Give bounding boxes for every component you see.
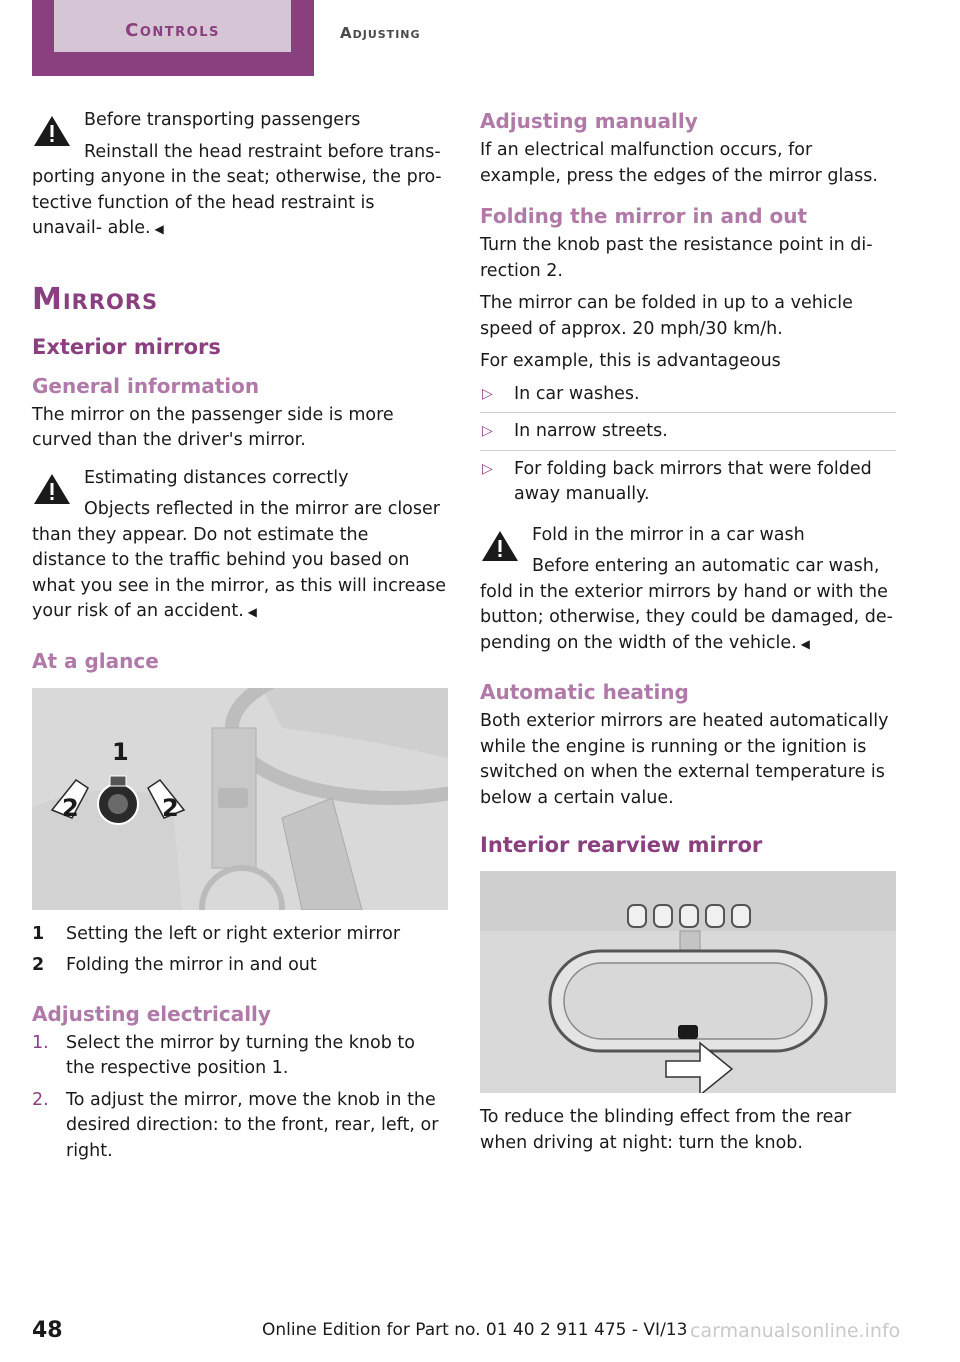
right-column bbox=[480, 108, 896, 1163]
heading-adjusting-manually: Adjusting manually bbox=[480, 109, 698, 133]
figure-mirror-control-knob bbox=[32, 688, 448, 910]
warning-body-first: Objects reflected in the mirror are closer bbox=[84, 499, 440, 519]
adjusting-manually-text: If an electrical malfunction occurs, for example, press the edges of the mirror glass. bbox=[480, 140, 878, 186]
figure-label-2-left: 2 bbox=[62, 793, 79, 822]
warning-title: Fold in the mirror in a car wash bbox=[532, 524, 805, 545]
end-triangle-icon: ◀ bbox=[796, 636, 810, 651]
heading-general-information: General information bbox=[32, 373, 260, 398]
warning-passengers bbox=[32, 108, 448, 243]
glance-legend-list bbox=[32, 922, 448, 979]
end-triangle-icon: ◀ bbox=[150, 222, 164, 236]
heading-automatic-heating: Automatic heating bbox=[480, 680, 689, 704]
heading-adjusting-electrically: Adjusting electrically bbox=[32, 1001, 271, 1026]
figure-interior-mirror bbox=[480, 871, 896, 1093]
electrical-steps-list bbox=[32, 1031, 448, 1165]
end-triangle-icon: ◀ bbox=[243, 605, 257, 619]
folding-text-1: Turn the knob past the resistance point in di‐ rection 2. bbox=[480, 235, 873, 281]
list-item: 1 Setting the left or right exterior mirror bbox=[32, 923, 401, 944]
heading-folding-mirror: Folding the mirror in and out bbox=[480, 204, 808, 228]
warning-triangle-icon bbox=[32, 114, 72, 148]
triangle-bullet-icon: ▷ bbox=[482, 460, 493, 477]
warning-triangle-icon bbox=[32, 472, 72, 506]
list-item: 2. To adjust the mirror, move the knob in the desired direction: to the front, rear, left, or right. bbox=[32, 1089, 439, 1161]
warning-body-first: Reinstall the head restraint before trans‐ bbox=[84, 141, 441, 162]
figure-label-2-right: 2 bbox=[162, 793, 179, 822]
interior-mirror-text: To reduce the blinding effect from the rear when driving at night: turn the knob. bbox=[480, 1107, 852, 1153]
warning-body: than they appear. Do not estimate the distance to the traffic behind you based on what you see in the mirror, as this will increase your risk of an accident. bbox=[32, 524, 447, 621]
watermark: carmanualsonline.info bbox=[690, 1320, 901, 1342]
dashboard-illustration bbox=[32, 688, 448, 910]
tab-controls[interactable]: Controls bbox=[54, 0, 291, 52]
section-title-mirrors: Mirrors bbox=[32, 281, 159, 317]
tab-adjusting[interactable]: Adjusting bbox=[340, 24, 421, 42]
list-item: 1. Select the mirror by turning the knob to the respective position 1. bbox=[32, 1032, 415, 1078]
folding-bullet-list bbox=[480, 382, 896, 513]
triangle-bullet-icon: ▷ bbox=[482, 385, 493, 402]
warning-triangle-icon bbox=[480, 529, 520, 563]
interior-mirror-illustration bbox=[480, 871, 896, 1093]
page-number: 48 bbox=[32, 1318, 63, 1343]
list-item: ▷ For folding back mirrors that were folded away manually. bbox=[482, 458, 872, 504]
subsection-title-interior-mirror: Interior rearview mirror bbox=[480, 833, 763, 857]
figure-label-1: 1 bbox=[112, 737, 129, 766]
general-information-text: The mirror on the passenger side is more curved than the driver's mirror. bbox=[32, 404, 394, 450]
warning-title: Estimating distances correctly bbox=[84, 467, 349, 488]
list-item: ▷ In car washes. bbox=[480, 382, 896, 414]
list-item: ▷ In narrow streets. bbox=[480, 419, 896, 451]
warning-title: Before transporting passengers bbox=[84, 110, 361, 130]
warning-body: porting anyone in the seat; otherwise, the pro‐ tective function of the head restraint is unavail‐ able. bbox=[32, 167, 442, 238]
warning-distances bbox=[32, 466, 448, 626]
folding-text-2: The mirror can be folded in up to a vehicle speed of approx. 20 mph/30 km/h. bbox=[480, 293, 853, 339]
triangle-bullet-icon: ▷ bbox=[482, 423, 493, 439]
list-item: 2 Folding the mirror in and out bbox=[32, 955, 317, 975]
warning-body: fold in the exterior mirrors by hand or with the button; otherwise, they could be damaged, de‐ pending on the width of the vehicle. bbox=[480, 581, 893, 653]
subsection-title-exterior-mirrors: Exterior mirrors bbox=[32, 334, 221, 359]
warning-car-wash bbox=[480, 523, 896, 658]
automatic-heating-text: Both exterior mirrors are heated automatically while the engine is running or the ignition is switched on when the external temperature is below a certain value. bbox=[480, 711, 889, 808]
warning-body-first: Before entering an automatic car wash, bbox=[532, 556, 880, 576]
folding-text-3: For example, this is advantageous bbox=[480, 351, 781, 371]
footer-edition: Online Edition for Part no. 01 40 2 911 475 - VI/13 bbox=[262, 1320, 688, 1340]
left-column bbox=[32, 108, 448, 1170]
heading-at-a-glance: At a glance bbox=[32, 648, 159, 673]
